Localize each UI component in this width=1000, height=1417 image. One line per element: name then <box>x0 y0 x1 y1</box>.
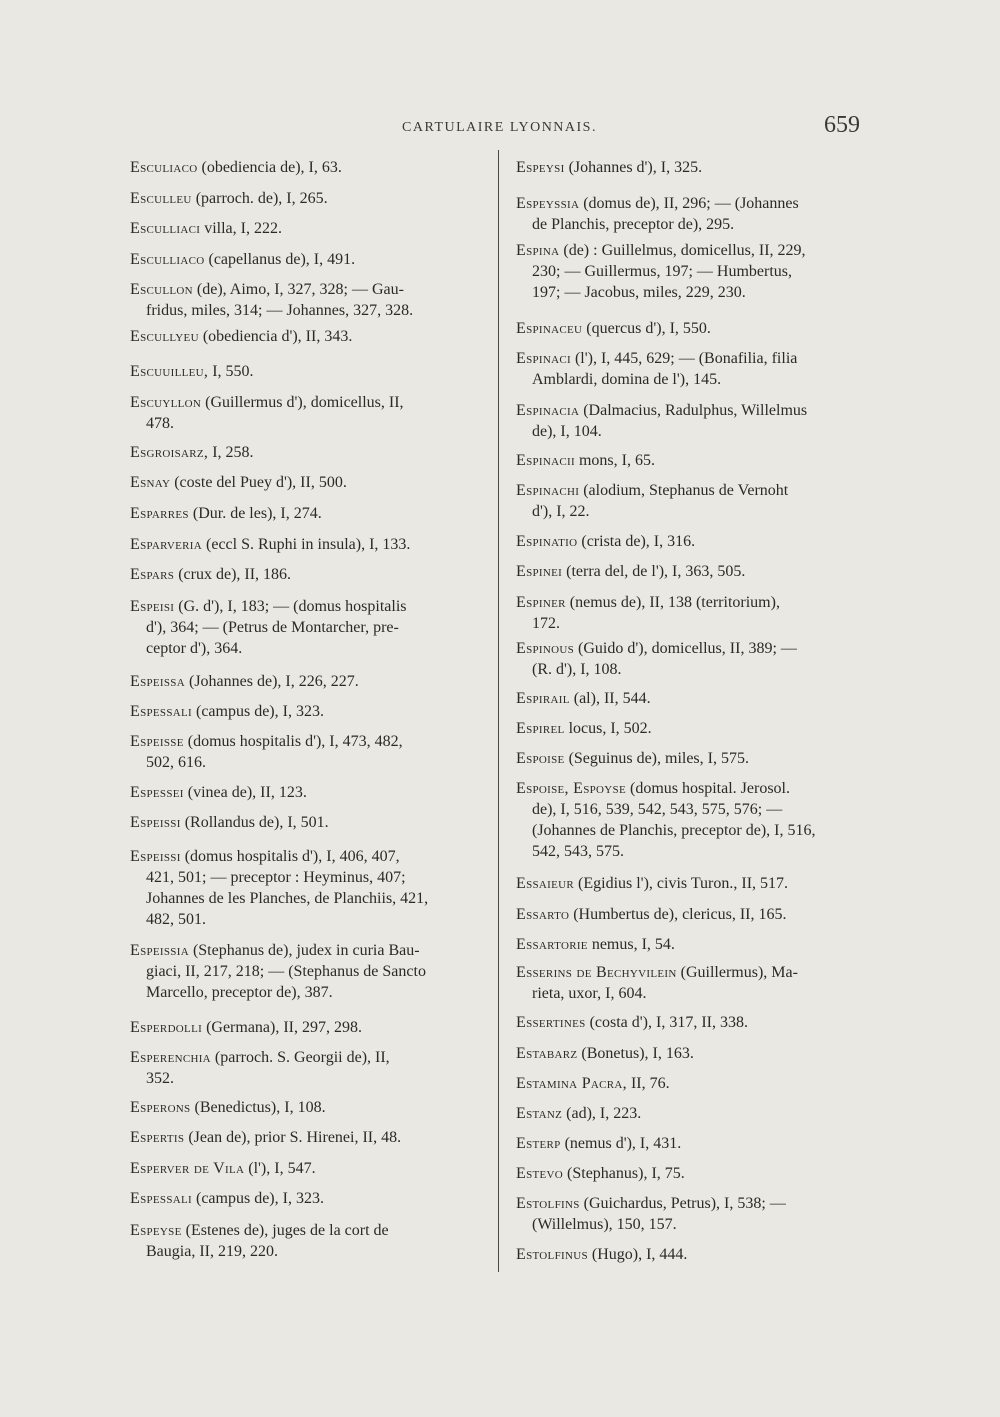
entry-line <box>516 421 870 442</box>
entry-headword: Espirel <box>516 720 565 737</box>
entry-line <box>516 934 870 955</box>
index-entry <box>130 1188 488 1209</box>
entry-text: (Guillermus d'), domicellus, II, <box>205 394 404 411</box>
entry-headword: Esculliaci <box>130 220 201 237</box>
index-entry <box>130 1127 488 1148</box>
index-entry <box>130 249 488 270</box>
entry-text: (eccl S. Ruphi in insula), I, 133. <box>206 536 411 553</box>
entry-text: (l'), I, 547. <box>248 1160 316 1177</box>
entry-text: (Johannes d'), I, 325. <box>568 159 703 176</box>
entry-text: 478. <box>146 415 174 432</box>
entry-line <box>516 193 870 214</box>
entry-line <box>516 157 870 178</box>
entry-text: (domus de), II, 296; — (Johannes <box>583 195 799 212</box>
entry-headword: Espinaci <box>516 350 571 367</box>
entry-line <box>516 214 870 235</box>
entry-line <box>516 1193 870 1214</box>
entry-headword: Espertis <box>130 1129 185 1146</box>
index-entry <box>516 240 870 303</box>
entry-text: (domus hospitalis d'), I, 473, 482, <box>187 733 403 750</box>
entry-headword: Essertines <box>516 1014 586 1031</box>
entry-line <box>516 369 870 390</box>
index-entry <box>516 400 870 442</box>
entry-line <box>130 188 488 209</box>
entry-text: 197; — Jacobus, miles, 229, 230. <box>532 284 746 301</box>
entry-headword: Espinatio <box>516 533 578 550</box>
running-title: CARTULAIRE LYONNAIS. <box>402 120 597 135</box>
entry-line <box>516 613 870 634</box>
index-entry <box>130 731 488 773</box>
entry-text: (R. d'), I, 108. <box>532 661 622 678</box>
entry-line <box>516 261 870 282</box>
entry-text: (parroch. de), I, 265. <box>195 190 328 207</box>
entry-text: (G. d'), I, 183; — (domus hospitalis <box>178 598 407 615</box>
entry-headword: Espiner <box>516 594 566 611</box>
entry-text: (al), II, 544. <box>573 690 651 707</box>
index-entry <box>516 638 870 680</box>
entry-headword: Esculleu <box>130 190 192 207</box>
index-entry <box>516 348 870 390</box>
entry-headword: Espars <box>130 566 175 583</box>
index-entry <box>516 1163 870 1184</box>
entry-text: (Estenes de), juges de la cort de <box>185 1222 389 1239</box>
entry-line <box>130 503 488 524</box>
entry-text: 482, 501. <box>146 911 206 928</box>
entry-line <box>516 983 870 1004</box>
entry-line <box>130 534 488 555</box>
index-entry <box>130 188 488 209</box>
entry-text: de), I, 104. <box>532 423 602 440</box>
index-entry <box>516 480 870 522</box>
entry-text: (Rollandus de), I, 501. <box>184 814 329 831</box>
index-entry <box>130 812 488 833</box>
index-entry <box>516 157 870 178</box>
entry-line <box>130 596 488 617</box>
entry-text: (quercus d'), I, 550. <box>586 320 711 337</box>
entry-line <box>130 638 488 659</box>
entry-text: (Humbertus de), clericus, II, 165. <box>573 906 787 923</box>
entry-line <box>130 326 488 347</box>
entry-text: (capellanus de), I, 491. <box>208 251 356 268</box>
entry-line <box>516 561 870 582</box>
entry-headword: Esculliaco <box>130 251 205 268</box>
entry-headword: Estamina Pacra, <box>516 1075 627 1092</box>
index-entry <box>516 1012 870 1033</box>
index-entry <box>516 318 870 339</box>
index-entry <box>130 1097 488 1118</box>
entry-text: (domus hospital. Jerosol. <box>630 780 790 797</box>
entry-headword: Estabarz <box>516 1045 578 1062</box>
entry-line <box>130 846 488 867</box>
index-entry <box>130 1220 488 1262</box>
entry-headword: Esperons <box>130 1099 191 1116</box>
entry-text: fridus, miles, 314; — Johannes, 327, 328. <box>146 302 414 319</box>
entry-line <box>130 909 488 930</box>
index-entry <box>130 940 488 1003</box>
entry-text: II, 76. <box>630 1075 670 1092</box>
entry-headword: Espeissi <box>130 814 181 831</box>
entry-line <box>516 1012 870 1033</box>
index-entry <box>516 450 870 471</box>
entry-headword: Esterp <box>516 1135 561 1152</box>
entry-text: nemus, I, 54. <box>591 936 675 953</box>
entry-headword: Espinous <box>516 640 575 657</box>
entry-line <box>130 249 488 270</box>
index-entry <box>130 1017 488 1038</box>
entry-line <box>516 400 870 421</box>
index-entry <box>516 1043 870 1064</box>
entry-headword: Espeisse <box>130 733 184 750</box>
entry-line <box>130 782 488 803</box>
entry-line <box>130 1220 488 1241</box>
entry-headword: Escullyeu <box>130 328 199 345</box>
entry-line <box>516 904 870 925</box>
entry-text: (vinea de), II, 123. <box>187 784 307 801</box>
index-entry <box>516 193 870 235</box>
entry-text: (Dalmacius, Radulphus, Willelmus <box>583 402 808 419</box>
entry-line <box>130 1241 488 1262</box>
entry-line <box>130 731 488 752</box>
entry-headword: Estolfinus <box>516 1246 588 1263</box>
entry-text: 230; — Guillermus, 197; — Humbertus, <box>532 263 792 280</box>
index-entry <box>130 472 488 493</box>
entry-line <box>516 1073 870 1094</box>
entry-line <box>516 501 870 522</box>
entry-text: I, 550. <box>212 363 254 380</box>
entry-text: (Johannes de), I, 226, 227. <box>188 673 359 690</box>
entry-line <box>516 1043 870 1064</box>
entry-line <box>516 592 870 613</box>
entry-line <box>130 752 488 773</box>
entry-text: (Germana), II, 297, 298. <box>206 1019 363 1036</box>
index-entry <box>130 782 488 803</box>
entry-text: 352. <box>146 1070 174 1087</box>
entry-text: (de) : Guillelmus, domicellus, II, 229, <box>563 242 806 259</box>
entry-headword: Espessali <box>130 1190 192 1207</box>
index-entry <box>130 503 488 524</box>
entry-headword: Espinachi <box>516 482 580 499</box>
entry-line <box>516 841 870 862</box>
entry-line <box>130 701 488 722</box>
index-entry <box>516 873 870 894</box>
entry-line <box>130 157 488 178</box>
entry-text: (Guillermus), Ma- <box>680 964 798 981</box>
entry-line <box>516 1214 870 1235</box>
index-entry <box>130 596 488 659</box>
entry-text: (de), Aimo, I, 327, 328; — Gau- <box>196 281 404 298</box>
entry-text: (Stephanus), I, 75. <box>567 1165 685 1182</box>
index-entry <box>130 326 488 347</box>
index-entry <box>516 592 870 634</box>
entry-headword: Esparres <box>130 505 189 522</box>
entry-headword: Escullon <box>130 281 193 298</box>
entry-headword: Espeisi <box>130 598 175 615</box>
entry-text: (Bonetus), I, 163. <box>581 1045 694 1062</box>
index-entry <box>130 701 488 722</box>
entry-headword: Estanz <box>516 1105 563 1122</box>
entry-line <box>516 450 870 471</box>
entry-text: (Seguinus de), miles, I, 575. <box>568 750 749 767</box>
entry-headword: Espeysi <box>516 159 565 176</box>
entry-text: (nemus d'), I, 431. <box>564 1135 682 1152</box>
entry-line <box>516 799 870 820</box>
column-divider <box>498 150 499 1272</box>
entry-text: ceptor d'), 364. <box>146 640 243 657</box>
entry-line <box>130 1068 488 1089</box>
entry-text: (campus de), I, 323. <box>196 1190 324 1207</box>
entry-text: 421, 501; — preceptor : Heyminus, 407; <box>146 869 406 886</box>
entry-text: 172. <box>532 615 560 632</box>
entry-headword: Essarto <box>516 906 570 923</box>
entry-headword: Espoise <box>516 750 565 767</box>
entry-text: (obediencia d'), II, 343. <box>202 328 353 345</box>
entry-headword: Espinacia <box>516 402 580 419</box>
entry-text: villa, I, 222. <box>204 220 282 237</box>
entry-line <box>130 279 488 300</box>
entry-text: (Willelmus), 150, 157. <box>532 1216 677 1233</box>
entry-text: 542, 543, 575. <box>532 843 624 860</box>
entry-headword: Espessali <box>130 703 192 720</box>
entry-text: (Jean de), prior S. Hirenei, II, 48. <box>188 1129 402 1146</box>
entry-headword: Esnay <box>130 474 171 491</box>
entry-text: (Benedictus), I, 108. <box>194 1099 326 1116</box>
entry-headword: Esserins de Bechyvilein <box>516 964 677 981</box>
entry-text: Baugia, II, 219, 220. <box>146 1243 278 1260</box>
entry-line <box>130 442 488 463</box>
entry-text: (obediencia de), I, 63. <box>201 159 342 176</box>
entry-text: (nemus de), II, 138 (territorium), <box>569 594 780 611</box>
entry-headword: Espessei <box>130 784 184 801</box>
entry-text: giaci, II, 217, 218; — (Stephanus de Sancto <box>146 963 426 980</box>
index-entry <box>516 904 870 925</box>
entry-line <box>516 240 870 261</box>
entry-text: locus, I, 502. <box>568 720 652 737</box>
entry-line <box>516 1103 870 1124</box>
index-entry <box>516 718 870 739</box>
entry-line <box>516 820 870 841</box>
entry-headword: Espeissi <box>130 848 181 865</box>
entry-headword: Espeyssia <box>516 195 580 212</box>
entry-text: (campus de), I, 323. <box>196 703 324 720</box>
entry-line <box>130 361 488 382</box>
index-entry <box>130 279 488 321</box>
entry-line <box>516 718 870 739</box>
entry-headword: Esculiaco <box>130 159 198 176</box>
entry-headword: Esperver de Vila <box>130 1160 245 1177</box>
entry-line <box>130 617 488 638</box>
entry-line <box>516 688 870 709</box>
index-entry <box>130 157 488 178</box>
entry-text: 502, 616. <box>146 754 206 771</box>
entry-text: (ad), I, 223. <box>566 1105 642 1122</box>
index-entry <box>516 531 870 552</box>
index-entry <box>130 564 488 585</box>
index-entry <box>130 218 488 239</box>
entry-text: (Dur. de les), I, 274. <box>192 505 322 522</box>
entry-line <box>130 1127 488 1148</box>
index-entry <box>516 561 870 582</box>
entry-text: (Stephanus de), judex in curia Bau- <box>192 942 420 959</box>
entry-text: (crista de), I, 316. <box>581 533 696 550</box>
entry-text: I, 258. <box>212 444 254 461</box>
entry-text: de Planchis, preceptor de), 295. <box>532 216 735 233</box>
entry-text: (costa d'), I, 317, II, 338. <box>589 1014 748 1031</box>
entry-headword: Esgroisarz, <box>130 444 209 461</box>
entry-line <box>130 300 488 321</box>
index-entry <box>130 671 488 692</box>
entry-line <box>516 1133 870 1154</box>
entry-headword: Espinacii <box>516 452 575 469</box>
entry-headword: Espeissa <box>130 673 185 690</box>
entry-line <box>130 940 488 961</box>
entry-line <box>130 413 488 434</box>
entry-line <box>130 564 488 585</box>
index-entry <box>516 1073 870 1094</box>
entry-line <box>130 888 488 909</box>
entry-headword: Espeissia <box>130 942 189 959</box>
entry-line <box>130 671 488 692</box>
entry-line <box>516 480 870 501</box>
entry-line <box>516 659 870 680</box>
index-entry <box>516 1133 870 1154</box>
entry-line <box>516 1163 870 1184</box>
entry-text: Johannes de les Planches, de Planchiis, 421, <box>146 890 429 907</box>
entry-line <box>130 982 488 1003</box>
page-number: 659 <box>824 112 860 138</box>
index-entry <box>516 748 870 769</box>
entry-line <box>130 392 488 413</box>
index-entry <box>516 688 870 709</box>
entry-line <box>516 282 870 303</box>
entry-headword: Esparveria <box>130 536 203 553</box>
entry-headword: Espina <box>516 242 560 259</box>
entry-line <box>130 1017 488 1038</box>
entry-line <box>516 1244 870 1265</box>
entry-text: (terra del, de l'), I, 363, 505. <box>566 563 746 580</box>
entry-headword: Estolfins <box>516 1195 580 1212</box>
entry-text: d'), I, 22. <box>532 503 590 520</box>
entry-line <box>130 472 488 493</box>
entry-headword: Essaieur <box>516 875 575 892</box>
entry-headword: Espinaceu <box>516 320 583 337</box>
entry-headword: Esperdolli <box>130 1019 203 1036</box>
entry-headword: Essartorie <box>516 936 588 953</box>
index-entry <box>130 1158 488 1179</box>
entry-text: (Guido d'), domicellus, II, 389; — <box>578 640 797 657</box>
entry-headword: Espirail <box>516 690 570 707</box>
entry-line <box>130 218 488 239</box>
entry-line <box>516 348 870 369</box>
entry-text: Marcello, preceptor de), 387. <box>146 984 333 1001</box>
entry-headword: Espoise, Espoyse <box>516 780 626 797</box>
entry-headword: Espinei <box>516 563 563 580</box>
entry-line <box>130 1158 488 1179</box>
index-entry <box>516 962 870 1004</box>
entry-text: (alodium, Stephanus de Vernoht <box>583 482 789 499</box>
index-entry <box>516 934 870 955</box>
entry-line <box>516 531 870 552</box>
entry-line <box>516 748 870 769</box>
entry-line <box>130 961 488 982</box>
entry-line <box>130 1188 488 1209</box>
index-entry <box>130 1047 488 1089</box>
entry-headword: Escuuilleu, <box>130 363 209 380</box>
entry-headword: Estevo <box>516 1165 564 1182</box>
entry-text: (l'), I, 445, 629; — (Bonafilia, filia <box>574 350 798 367</box>
entry-text: (Egidius l'), civis Turon., II, 517. <box>578 875 789 892</box>
entry-line <box>516 778 870 799</box>
index-entry <box>516 1244 870 1265</box>
entry-text: (Guichardus, Petrus), I, 538; — <box>583 1195 786 1212</box>
entry-text: mons, I, 65. <box>578 452 655 469</box>
entry-line <box>516 638 870 659</box>
entry-line <box>516 962 870 983</box>
index-entry <box>516 1103 870 1124</box>
index-entry <box>130 442 488 463</box>
index-entry <box>130 392 488 434</box>
entry-headword: Espeyse <box>130 1222 182 1239</box>
entry-text: (crux de), II, 186. <box>178 566 292 583</box>
index-entry <box>130 846 488 930</box>
entry-line <box>130 1097 488 1118</box>
entry-line <box>516 873 870 894</box>
index-entry <box>130 361 488 382</box>
entry-text: de), I, 516, 539, 542, 543, 575, 576; — <box>532 801 783 818</box>
entry-line <box>516 318 870 339</box>
entry-text: (domus hospitalis d'), I, 406, 407, <box>184 848 400 865</box>
entry-text: d'), 364; — (Petrus de Montarcher, pre- <box>146 619 399 636</box>
entry-headword: Esperenchia <box>130 1049 211 1066</box>
index-entry <box>130 534 488 555</box>
entry-text: (parroch. S. Georgii de), II, <box>214 1049 390 1066</box>
entry-text: (coste del Puey d'), II, 500. <box>174 474 347 491</box>
entry-line <box>130 867 488 888</box>
index-entry <box>516 1193 870 1235</box>
entry-text: (Johannes de Planchis, preceptor de), I, 516, <box>532 822 816 839</box>
entry-text: Amblardi, domina de l'), 145. <box>532 371 722 388</box>
entry-text: rieta, uxor, I, 604. <box>532 985 647 1002</box>
entry-headword: Escuyllon <box>130 394 202 411</box>
entry-line <box>130 1047 488 1068</box>
index-entry <box>516 778 870 862</box>
entry-line <box>130 812 488 833</box>
entry-text: (Hugo), I, 444. <box>591 1246 688 1263</box>
